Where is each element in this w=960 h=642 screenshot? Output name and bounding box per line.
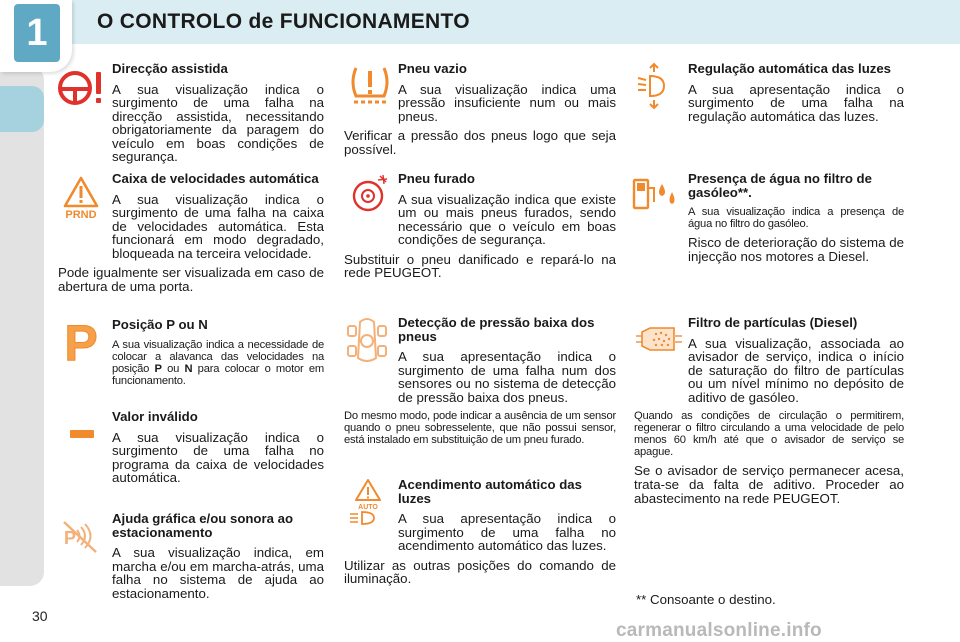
posicao-text: A sua visualização indica a necessidade de colocar a alavanca das velocidades na posição P ou N para colocar o motor em funcionamento. <box>112 338 324 387</box>
side-tab <box>0 86 44 132</box>
valor-text: A sua visualização indica o surgimento de uma falha no programa da caixa de velocidades automática. <box>112 429 324 486</box>
pneu-furado-text-1: A sua visualização indica que existe um ou mais pneus furados, sendo necessário que o veículo em boas condições de segurança. <box>398 191 616 248</box>
section-regulacao <box>634 62 904 129</box>
regulacao-text: A sua apresentação indica o surgimento de uma falha na regulação automática das luzes. <box>688 81 904 124</box>
filtro-text-2: Quando as condições de circulação o permitirem, regenerar o filtro circulando a uma velocidade de pelo menos 60 km/h até que o avisador de serviço se apague. <box>634 410 904 459</box>
section-deteccao <box>344 316 616 452</box>
deteccao-text-2: Do mesmo modo, pode indicar a ausência de um sensor quando o pneu sobresselente, que não possui sensor, está instalado em substituição de um pneu furado. <box>344 410 616 447</box>
agua-title: Presença de água no filtro de gasóleo**. <box>688 171 872 200</box>
caixa-text-2: Pode igualmente ser visualizada em caso de abertura de uma porta. <box>58 265 324 295</box>
section-agua <box>634 172 904 269</box>
agua-text-1: A sua visualização indica a presença de água no filtro do gasóleo. <box>688 206 904 230</box>
footnote: ** Consoante o destino. <box>636 592 776 607</box>
filtro-title: Filtro de partículas (Diesel) <box>688 315 858 330</box>
chapter-number: 1 <box>14 4 60 62</box>
p-label: P <box>64 318 98 364</box>
filtro-text-3: Se o avisador de serviço permanecer acesa, trata-se da falta de aditivo. Proceder ao abastecimento na rede PEUGEOT. <box>634 463 904 506</box>
auto-label: AUTO <box>358 504 378 511</box>
side-strip <box>0 66 44 586</box>
valor-title: Valor inválido <box>112 409 198 424</box>
pneu-furado-title: Pneu furado <box>398 171 475 186</box>
acendimento-text-1: A sua apresentação indica o surgimento de uma falha no acendimento automático das luzes. <box>398 511 616 554</box>
section-acendimento <box>344 478 616 592</box>
page-title: O CONTROLO de FUNCIONAMENTO <box>97 10 470 33</box>
section-posicao <box>58 318 324 393</box>
pneu-furado-text-2: Substituir o pneu danificado e repará-lo na rede PEUGEOT. <box>344 251 616 281</box>
watermark: carmanualsonline.info <box>616 620 822 641</box>
caixa-text-1: A sua visualização indica o surgimento de uma falha na caixa de velocidades automática. Esta funcionará em modo degradado, bloqueada na terceira velocidade. <box>112 191 324 261</box>
prnd-label: PRND <box>65 209 97 220</box>
acendimento-title: Acendimento automático das luzes <box>398 477 582 506</box>
section-pneu-vazio <box>344 62 616 162</box>
agua-text-2: Risco de deterioração do sistema de injecção nos motores a Diesel. <box>688 235 904 264</box>
parking-p-label: P <box>64 528 77 548</box>
pneu-vazio-title: Pneu vazio <box>398 61 467 76</box>
deteccao-title: Detecção de pressão baixa dos pneus <box>398 315 595 344</box>
posicao-title: Posição P ou N <box>112 317 208 332</box>
section-filtro <box>634 316 904 511</box>
section-direccao <box>58 62 324 170</box>
section-valor <box>58 410 324 491</box>
pneu-vazio-text-1: A sua visualização indica uma pressão insuficiente num ou mais pneus. <box>398 81 616 124</box>
acendimento-text-2: Utilizar as outras posições do comando de iluminação. <box>344 557 616 587</box>
direccao-text: A sua visualização indica o surgimento de uma falha na direcção assistida, necessitando obrigatoriamente da paragem do veículo em boas condições de segurança. <box>112 81 324 165</box>
caixa-title: Caixa de velocidades automática <box>112 171 319 186</box>
page-number: 30 <box>32 608 48 624</box>
filtro-text-1: A sua visualização, associada ao avisador de serviço, indica o início de saturação do filtro de partículas ou um nível mínimo no depósito de aditivo de gasóleo. <box>688 335 904 405</box>
regulacao-title: Regulação automática das luzes <box>688 61 892 76</box>
pneu-vazio-text-2: Verificar a pressão dos pneus logo que seja possível. <box>344 128 616 157</box>
section-caixa <box>58 172 324 300</box>
ajuda-title: Ajuda gráfica e/ou sonora ao estacionamento <box>112 511 293 540</box>
ajuda-text: A sua visualização indica, em marcha e/ou em marcha-atrás, uma falha no sistema de ajuda ao estacionamento. <box>112 545 324 601</box>
section-ajuda <box>58 512 324 606</box>
section-pneu-furado <box>344 172 616 286</box>
deteccao-text-1: A sua apresentação indica o surgimento de uma falha num dos sensores ou no sistema de detecção de pressão baixa dos pneus. <box>398 349 616 405</box>
direccao-title: Direcção assistida <box>112 61 228 76</box>
